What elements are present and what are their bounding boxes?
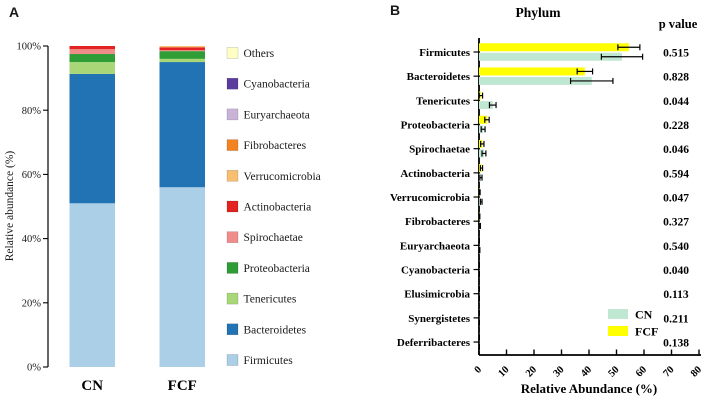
b-p-value: 0.047: [663, 192, 689, 205]
a-legend-swatch-others: [227, 48, 238, 59]
a-y-tick-label: 80%: [21, 105, 41, 117]
b-category-label: Fibrobacteres: [405, 216, 470, 229]
a-legend-label: Tenericutes: [243, 293, 297, 306]
a-bar-segment-firmicutes-fcf: [160, 187, 206, 367]
a-y-tick-label: 40%: [21, 234, 41, 246]
b-bar-fcf-bacteroidetes: [479, 67, 585, 75]
a-y-axis-title: Relative abundance (%): [4, 150, 16, 262]
b-x-tick-label: 80: [688, 364, 705, 380]
a-legend-swatch-verrucomicrobia: [227, 170, 238, 181]
b-x-axis-title: Relative Abundance (%): [520, 381, 658, 396]
a-legend-swatch-euryarchaeota: [227, 109, 238, 120]
b-category-label: Spirochaetae: [409, 143, 470, 156]
b-p-value-header: p value: [658, 17, 698, 31]
b-x-tick-label: 20: [523, 364, 540, 380]
b-x-tick-label: 0: [472, 364, 485, 376]
b-x-tick-label: 70: [661, 364, 677, 380]
b-bar-fcf-firmicutes: [479, 43, 629, 51]
a-legend-swatch-bacteroidetes: [227, 324, 238, 335]
b-category-label: Cyanobacteria: [400, 264, 470, 277]
b-p-value: 0.228: [663, 120, 689, 133]
b-category-label: Firmicutes: [419, 47, 470, 59]
a-legend-label: Spirochaetae: [243, 232, 303, 245]
b-legend-label: FCF: [635, 324, 659, 339]
a-bar-segment-proteobacteria-cn: [70, 54, 116, 62]
a-legend-label: Proteobacteria: [243, 262, 310, 275]
a-legend-label: Euryarchaeota: [243, 109, 310, 122]
b-p-value: 0.594: [663, 168, 689, 181]
a-bar-segment-spirochaetae-fcf: [160, 50, 206, 51]
a-bar-segment-bacteroidetes-fcf: [160, 62, 206, 187]
b-p-value: 0.828: [663, 71, 689, 84]
a-bar-segment-spirochaetae-cn: [70, 49, 116, 54]
a-y-tick-label: 60%: [21, 170, 41, 181]
b-p-value: 0.040: [663, 265, 689, 278]
b-category-label: Tenericutes: [416, 95, 470, 108]
b-p-value: 0.046: [663, 144, 689, 157]
b-legend-swatch-fcf: [608, 326, 628, 336]
b-title: Phylum: [515, 5, 561, 20]
a-legend-label: Actinobacteria: [243, 201, 312, 214]
b-x-tick-label: 30: [551, 364, 567, 380]
a-legend-swatch-spirochaetae: [227, 232, 238, 243]
a-legend-swatch-fibrobacteres: [227, 140, 238, 151]
b-legend-label: CN: [635, 307, 653, 322]
b-legend-swatch-cn: [608, 309, 628, 319]
b-x-tick-label: 50: [606, 364, 622, 380]
a-y-tick-label: 100%: [16, 41, 41, 53]
b-p-value: 0.113: [663, 289, 689, 302]
a-legend-swatch-proteobacteria: [227, 262, 238, 273]
a-bar-segment-firmicutes-cn: [70, 203, 116, 367]
a-y-tick-label: 0%: [27, 362, 41, 374]
a-bar-segment-actinobacteria-fcf: [160, 47, 206, 50]
b-category-label: Elusimicrobia: [404, 288, 470, 301]
a-y-tick-label: 20%: [21, 298, 41, 310]
a-legend-swatch-cyanobacteria: [227, 78, 238, 89]
a-bar-segment-proteobacteria-fcf: [160, 51, 206, 59]
panel-b-label: B: [390, 2, 401, 18]
a-legend-swatch-firmicutes: [227, 355, 238, 366]
panel-a-label: A: [9, 4, 20, 20]
a-legend-label: Verrucomicrobia: [243, 170, 321, 183]
a-bar-segment-actinobacteria-cn: [70, 46, 116, 49]
a-legend-swatch-tenericutes: [227, 293, 238, 304]
a-bar-segment-bacteroidetes-cn: [70, 74, 116, 203]
b-category-label: Deferribacteres: [396, 337, 470, 350]
a-bar-segment-tenericutes-fcf: [160, 59, 206, 62]
b-p-value: 0.211: [663, 313, 689, 326]
a-bar-segment-tenericutes-cn: [70, 62, 116, 74]
b-p-value: 0.327: [663, 216, 689, 229]
b-category-label: Verrucomicrobia: [389, 192, 470, 205]
a-legend-label: Bacteroidetes: [243, 324, 307, 337]
a-category-label: FCF: [167, 378, 197, 394]
b-category-label: Euryarchaeota: [399, 240, 470, 253]
b-category-label: Synergistetes: [408, 312, 470, 325]
b-bar-cn-firmicutes: [479, 53, 622, 61]
b-p-value: 0.044: [663, 95, 689, 108]
b-x-tick-label: 60: [633, 364, 650, 380]
b-category-label: Actinobacteria: [400, 167, 470, 180]
b-category-label: Bacteroidetes: [406, 71, 470, 84]
b-x-tick-label: 10: [496, 364, 512, 380]
b-category-label: Proteobacteria: [400, 119, 470, 132]
a-legend-label: Firmicutes: [243, 355, 293, 367]
b-p-value: 0.138: [663, 337, 689, 350]
panel-b-horizontal-bar-chart: [354, 0, 708, 403]
a-legend-swatch-actinobacteria: [227, 201, 238, 212]
a-legend-label: Fibrobacteres: [243, 140, 307, 153]
b-x-tick-label: 40: [578, 364, 595, 380]
a-legend-label: Others: [243, 48, 275, 60]
a-legend-label: Cyanobacteria: [243, 78, 310, 91]
b-p-value: 0.515: [663, 47, 689, 60]
a-bar-segment-verrucomicrobia-fcf: [160, 46, 206, 47]
b-p-value: 0.540: [663, 240, 689, 253]
a-category-label: CN: [81, 378, 104, 394]
